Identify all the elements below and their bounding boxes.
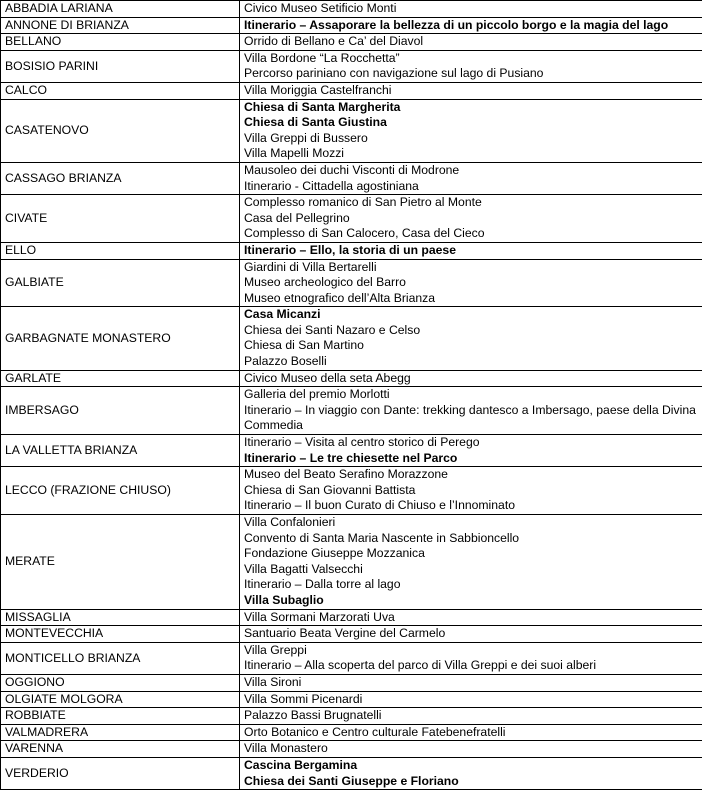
table-row [1, 609, 702, 626]
table-row [1, 724, 702, 741]
place-entry: Mausoleo dei duchi Visconti di Modrone [244, 162, 460, 177]
place-entry: Itinerario - Cittadella agostiniana [244, 178, 419, 193]
town-cell: MERATE [1, 515, 240, 610]
places-cell [240, 626, 702, 643]
place-entry: Villa Confalonieri [244, 515, 336, 529]
places-cell [240, 82, 702, 99]
town-cell: GARLATE [1, 370, 240, 387]
town-cell: IMBERSAGO [1, 387, 240, 435]
places-cell [240, 1, 702, 18]
town-cell: ABBADIA LARIANA [1, 1, 240, 18]
place-entry: Itinerario – Le tre chiesette nel Parco [244, 450, 458, 465]
town-cell: ANNONE DI BRIANZA [1, 17, 240, 34]
place-entry: Villa Greppi [244, 642, 307, 657]
places-cell [240, 708, 702, 725]
table-row [1, 99, 702, 162]
table-row [1, 741, 702, 758]
table-row [1, 467, 702, 515]
places-cell [240, 691, 702, 708]
places-cell [240, 674, 702, 691]
place-entry: Casa del Pellegrino [244, 210, 350, 225]
table-row [1, 242, 702, 259]
places-cell [240, 17, 702, 34]
town-cell: OGGIONO [1, 674, 240, 691]
place-entry: Chiesa di Santa Giustina [244, 115, 387, 130]
table-row [1, 757, 702, 789]
place-entry: Itinerario – Visita al centro storico di Perego [244, 435, 480, 450]
town-cell: CASATENOVO [1, 99, 240, 162]
place-entry: Palazzo Boselli [244, 354, 327, 369]
place-entry: Fondazione Giuseppe Mozzanica [244, 546, 425, 561]
place-entry: Chiesa di San Martino [244, 338, 364, 353]
table-row [1, 17, 702, 34]
table-row [1, 515, 702, 610]
place-entry: Itinerario – Il buon Curato di Chiuso e l’Innominato [244, 498, 515, 513]
table-row [1, 642, 702, 674]
place-entry: Villa Monastero [244, 741, 328, 756]
place-entry: Villa Sommi Picenardi [244, 691, 363, 706]
town-cell: LA VALLETTA BRIANZA [1, 435, 240, 467]
places-cell [240, 307, 702, 370]
place-entry: Museo del Beato Serafino Morazzone [244, 467, 448, 482]
places-cell [240, 467, 702, 515]
places-cell [240, 162, 702, 194]
place-entry: Civico Museo della seta Abegg [244, 370, 411, 385]
table-row [1, 708, 702, 725]
town-cell: CIVATE [1, 195, 240, 243]
place-entry: Museo etnografico dell’Alta Brianza [244, 290, 436, 305]
places-cell [240, 515, 702, 610]
table-row [1, 626, 702, 643]
table-row [1, 370, 702, 387]
town-cell: MONTEVECCHIA [1, 626, 240, 643]
place-entry: Villa Moriggia Castelfranchi [244, 82, 392, 97]
table-row [1, 387, 702, 435]
places-cell [240, 99, 702, 162]
town-cell: VERDERIO [1, 757, 240, 789]
town-cell: OLGIATE MOLGORA [1, 691, 240, 708]
town-cell: BOSISIO PARINI [1, 50, 240, 82]
place-entry: Villa Sormani Marzorati Uva [244, 609, 395, 624]
places-cell [240, 609, 702, 626]
places-cell [240, 370, 702, 387]
place-entry: Percorso pariniano con navigazione sul lago di Pusiano [244, 66, 544, 81]
place-entry: Museo archeologico del Barro [244, 275, 406, 290]
place-entry: Chiesa dei Santi Giuseppe e Floriano [244, 773, 459, 788]
place-entry: Santuario Beata Vergine del Carmelo [244, 626, 446, 641]
places-cell [240, 387, 702, 435]
table-row [1, 691, 702, 708]
town-cell: LECCO (FRAZIONE CHIUSO) [1, 467, 240, 515]
places-cell [240, 195, 702, 243]
table-row [1, 195, 702, 243]
town-cell: VALMADRERA [1, 724, 240, 741]
place-entry: Chiesa dei Santi Nazaro e Celso [244, 322, 421, 337]
places-cell [240, 34, 702, 51]
table-row [1, 259, 702, 307]
place-entry: Villa Greppi di Bussero [244, 130, 368, 145]
table-row [1, 34, 702, 51]
town-cell: BELLANO [1, 34, 240, 51]
places-cell [240, 757, 702, 789]
town-cell: ROBBIATE [1, 708, 240, 725]
place-entry: Palazzo Bassi Brugnatelli [244, 708, 382, 723]
town-cell: MONTICELLO BRIANZA [1, 642, 240, 674]
place-entry: Orto Botanico e Centro culturale Fatebenefratelli [244, 724, 506, 739]
table-row [1, 435, 702, 467]
place-entry: Itinerario – Assaporare la bellezza di un piccolo borgo e la magia del lago [244, 17, 669, 32]
table-row [1, 1, 702, 18]
place-entry: Cascina Bergamina [244, 757, 358, 772]
town-cell: VARENNA [1, 741, 240, 758]
place-entry: Orrido di Bellano e Ca’ del Diavol [244, 34, 424, 49]
places-cell [240, 741, 702, 758]
place-entry: Chiesa di San Giovanni Battista [244, 482, 416, 497]
town-cell: MISSAGLIA [1, 609, 240, 626]
places-cell [240, 259, 702, 307]
place-entry: Villa Sironi [244, 674, 302, 689]
town-cell: CALCO [1, 82, 240, 99]
place-entry: Complesso di San Calocero, Casa del Cieco [244, 226, 485, 241]
place-entry: Galleria del premio Morlotti [244, 387, 390, 402]
place-entry: Casa Micanzi [244, 307, 321, 322]
place-entry: Itinerario – Alla scoperta del parco di Villa Greppi e dei suoi alberi [244, 658, 597, 673]
place-entry: Civico Museo Setificio Monti [244, 1, 397, 15]
places-cell [240, 642, 702, 674]
town-cell: ELLO [1, 242, 240, 259]
place-entry: Convento di Santa Maria Nascente in Sabbioncello [244, 530, 520, 545]
place-entry: Itinerario – Ello, la storia di un paese [244, 242, 456, 257]
place-entry: Villa Bordone “La Rocchetta” [244, 50, 400, 65]
place-entry: Villa Subaglio [244, 592, 324, 607]
places-cell [240, 242, 702, 259]
table-row [1, 162, 702, 194]
table-row [1, 82, 702, 99]
place-entry: Itinerario – Dalla torre al lago [244, 577, 401, 592]
places-cell [240, 50, 702, 82]
towns-table-body [1, 1, 702, 790]
places-cell [240, 724, 702, 741]
town-cell: GALBIATE [1, 259, 240, 307]
place-entry: Complesso romanico di San Pietro al Monte [244, 195, 482, 210]
place-entry: Villa Mapelli Mozzi [244, 146, 345, 161]
place-entry: Villa Bagatti Valsecchi [244, 561, 363, 576]
place-entry: Chiesa di Santa Margherita [244, 99, 401, 114]
table-row [1, 307, 702, 370]
place-entry: Itinerario – In viaggio con Dante: trekking dantesco a Imbersago, paese della Divina Commedia [244, 402, 696, 433]
place-entry: Giardini di Villa Bertarelli [244, 259, 377, 274]
places-cell [240, 435, 702, 467]
town-cell: GARBAGNATE MONASTERO [1, 307, 240, 370]
table-row [1, 50, 702, 82]
table-row [1, 674, 702, 691]
town-cell: CASSAGO BRIANZA [1, 162, 240, 194]
